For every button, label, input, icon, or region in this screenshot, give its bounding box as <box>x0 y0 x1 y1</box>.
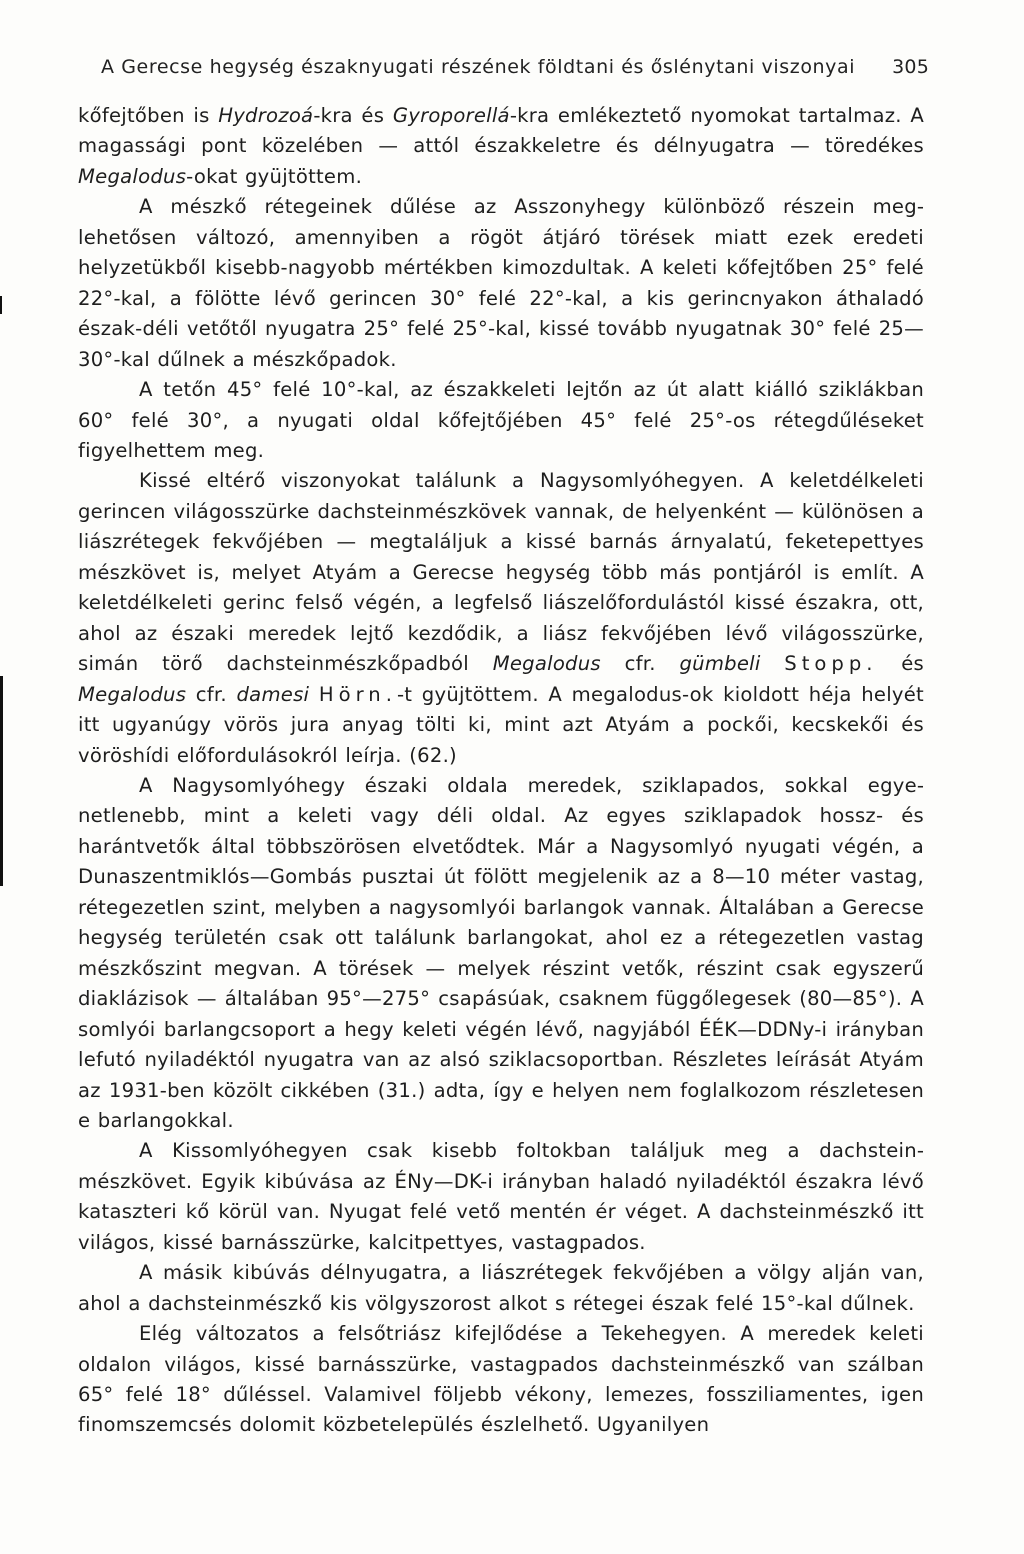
scan-edge-mark <box>0 676 3 886</box>
paragraph <box>78 771 924 1136</box>
text-run: -kra emlékeztető nyomokat tartalmaz. A magassági pont közelében — attól északkeletre és délnyugatra — töredékes <box>78 104 924 158</box>
paragraph <box>78 1258 924 1319</box>
text-run: -kra és <box>313 104 393 127</box>
text-run: A Nagysomlyóhegy északi oldala meredek, sziklapados, sokkal egyenetlenebb, mint a keleti vagy déli oldal. Az egyes sziklapadok hossz- és harántvetők által többszörösen elvetődtek. Már a Nagysomlyó nyugati végén, a Dunaszentmiklós—Gombás pusztai út fölött megjelenik az a 8—10 méter vastag, rétegezetlen szint, melyben a nagysomlyói barlangok vannak. Általában a Gerecse hegység területén csak ott találunk barlangokat, ahol ez a rétegezetlen vastag mészkőszint megvan. A törések — melyek részint vetők, részint csak egyszerű diaklázisok — általában 95°—275° csapásúak, csaknem függőlegesek (80—85°). A somlyói barlangcsoport a hegy keleti végén lévő, nagyjából ÉÉK—DDNy-i irányban lefutó nyiladéktól nyugatra van az alsó sziklacsoportban. Részletes leírását Atyám az 1931-ben közölt cikkében (31.) adta, így e helyen nem foglalkozom részletesen e barlangokkal. <box>78 773 924 1132</box>
paragraph <box>78 466 924 771</box>
text-run: Elég változatos a felsőtriász kifejlődése a Tekehegyen. A meredek keleti oldalon világos, kissé barnásszürke, vastagpados dachsteinmészkő van szálban 65° felé 18° dűléssel. Valamivel följebb vékony, lemezes, fossziliamentes, igen finomszemcsés dolomit közbetelepülés észlelhető. Ugyanilyen <box>78 1322 924 1437</box>
paragraph <box>78 375 924 466</box>
text-run <box>309 683 319 706</box>
spaced-author-name: Hörn. <box>318 682 397 706</box>
text-run: A Kissomlyóhegyen csak kisebb foltokban találjuk meg a dachsteinmészkövet. Egyik kibúvása az ÉNy—DK-i irányban haladó nyiladéktól északra lévő kataszteri kő körül van. Nyugat felé vető mentén ér véget. A dachsteinmészkő itt világos, kissé barnásszürke, kalcitpettyes, vastagpados. <box>78 1139 924 1254</box>
italic-text: Hydrozoá <box>218 104 314 127</box>
italic-text: Gyroporellá <box>392 104 510 127</box>
text-run: kőfejtőben is <box>78 104 219 127</box>
text-run: és <box>877 652 925 676</box>
text-run: A tetőn 45° felé 10°-kal, az északkeleti lejtőn az út alatt kiálló sziklákban 60° felé 30°, a nyugati oldal kőfejtőjében 45° felé 25°-os rétegdűléseket figyelhettem meg. <box>78 378 924 462</box>
text-run: -okat gyüjtöttem. <box>186 164 363 188</box>
text-run: cfr. <box>186 682 237 706</box>
paragraph <box>78 1319 924 1441</box>
scan-edge-mark <box>0 296 2 314</box>
text-run: A mészkő rétegeinek dűlése az Asszonyhegy különböző részein meglehetősen változó, amennyiben a rögöt átjáró törések miatt ezek eredeti helyzetükből kisebb-nagyobb mértékben kimozdultak. A keleti kőfejtőben 25° felé 22°-kal, a fölötte lévő gerincen 30° felé 22°-kal, a kis gerincnyakon áthaladó észak-déli vetőtől nyugatra 25° felé 25°-kal, kissé tovább nyugatnak 30° felé 25—30°-kal dűlnek a mészkőpadok. <box>78 195 924 371</box>
italic-text: Megalodus <box>78 164 187 188</box>
text-run: cfr. <box>600 652 680 676</box>
body-text <box>78 101 924 1441</box>
italic-text: damesi <box>236 682 310 706</box>
page-number: 305 <box>892 56 929 78</box>
running-header <box>93 56 929 90</box>
text-run: A másik kibúvás délnyugatra, a liászrétegek fekvőjében a völgy alján van, ahol a dachsteinmészkő kis völgyszorost alkot s rétegei észak felé 15°-kal dűlnek. <box>78 1261 924 1315</box>
italic-text: Megalodus <box>78 682 187 706</box>
text-run: Kissé eltérő viszonyokat találunk a Nagysomlyóhegyen. A keletdélkeleti gerincen világosszürke dachsteinmészkövek vannak, de helyenként — különösen a liászrétegek fekvőjében — megtaláljuk a kissé barnás árnyalatú, feketepettyes mészkövet is, melyet Atyám a Gerecse hegység több más pontjáról is említ. A keletdélkeleti gerinc felső végén, a legfelső liászelőfordulástól kissé északra, ott, ahol az északi meredek lejtő kezdődik, a liász fekvőjében lévő világosszürke, simán törő dachsteinmészkőpadból <box>78 469 924 676</box>
text-run: -t gyüjtöttem. A megalodus-ok kioldott héja helyét itt ugyanúgy vörös jura anyag tölti ki, mint azt Atyám a pockői, kecskekői és vöröshídi előfordulásokról leírja. (62.) <box>78 682 924 767</box>
text-run <box>761 652 785 675</box>
running-title: A Gerecse hegység északnyugati részének földtani és őslénytani viszonyai <box>101 56 856 78</box>
spaced-author-name: Stopp. <box>784 652 878 676</box>
paragraph <box>78 1136 924 1258</box>
italic-text: gümbeli <box>679 652 761 676</box>
paragraph <box>78 101 924 192</box>
paragraph <box>78 192 924 375</box>
italic-text: Megalodus <box>492 652 601 676</box>
